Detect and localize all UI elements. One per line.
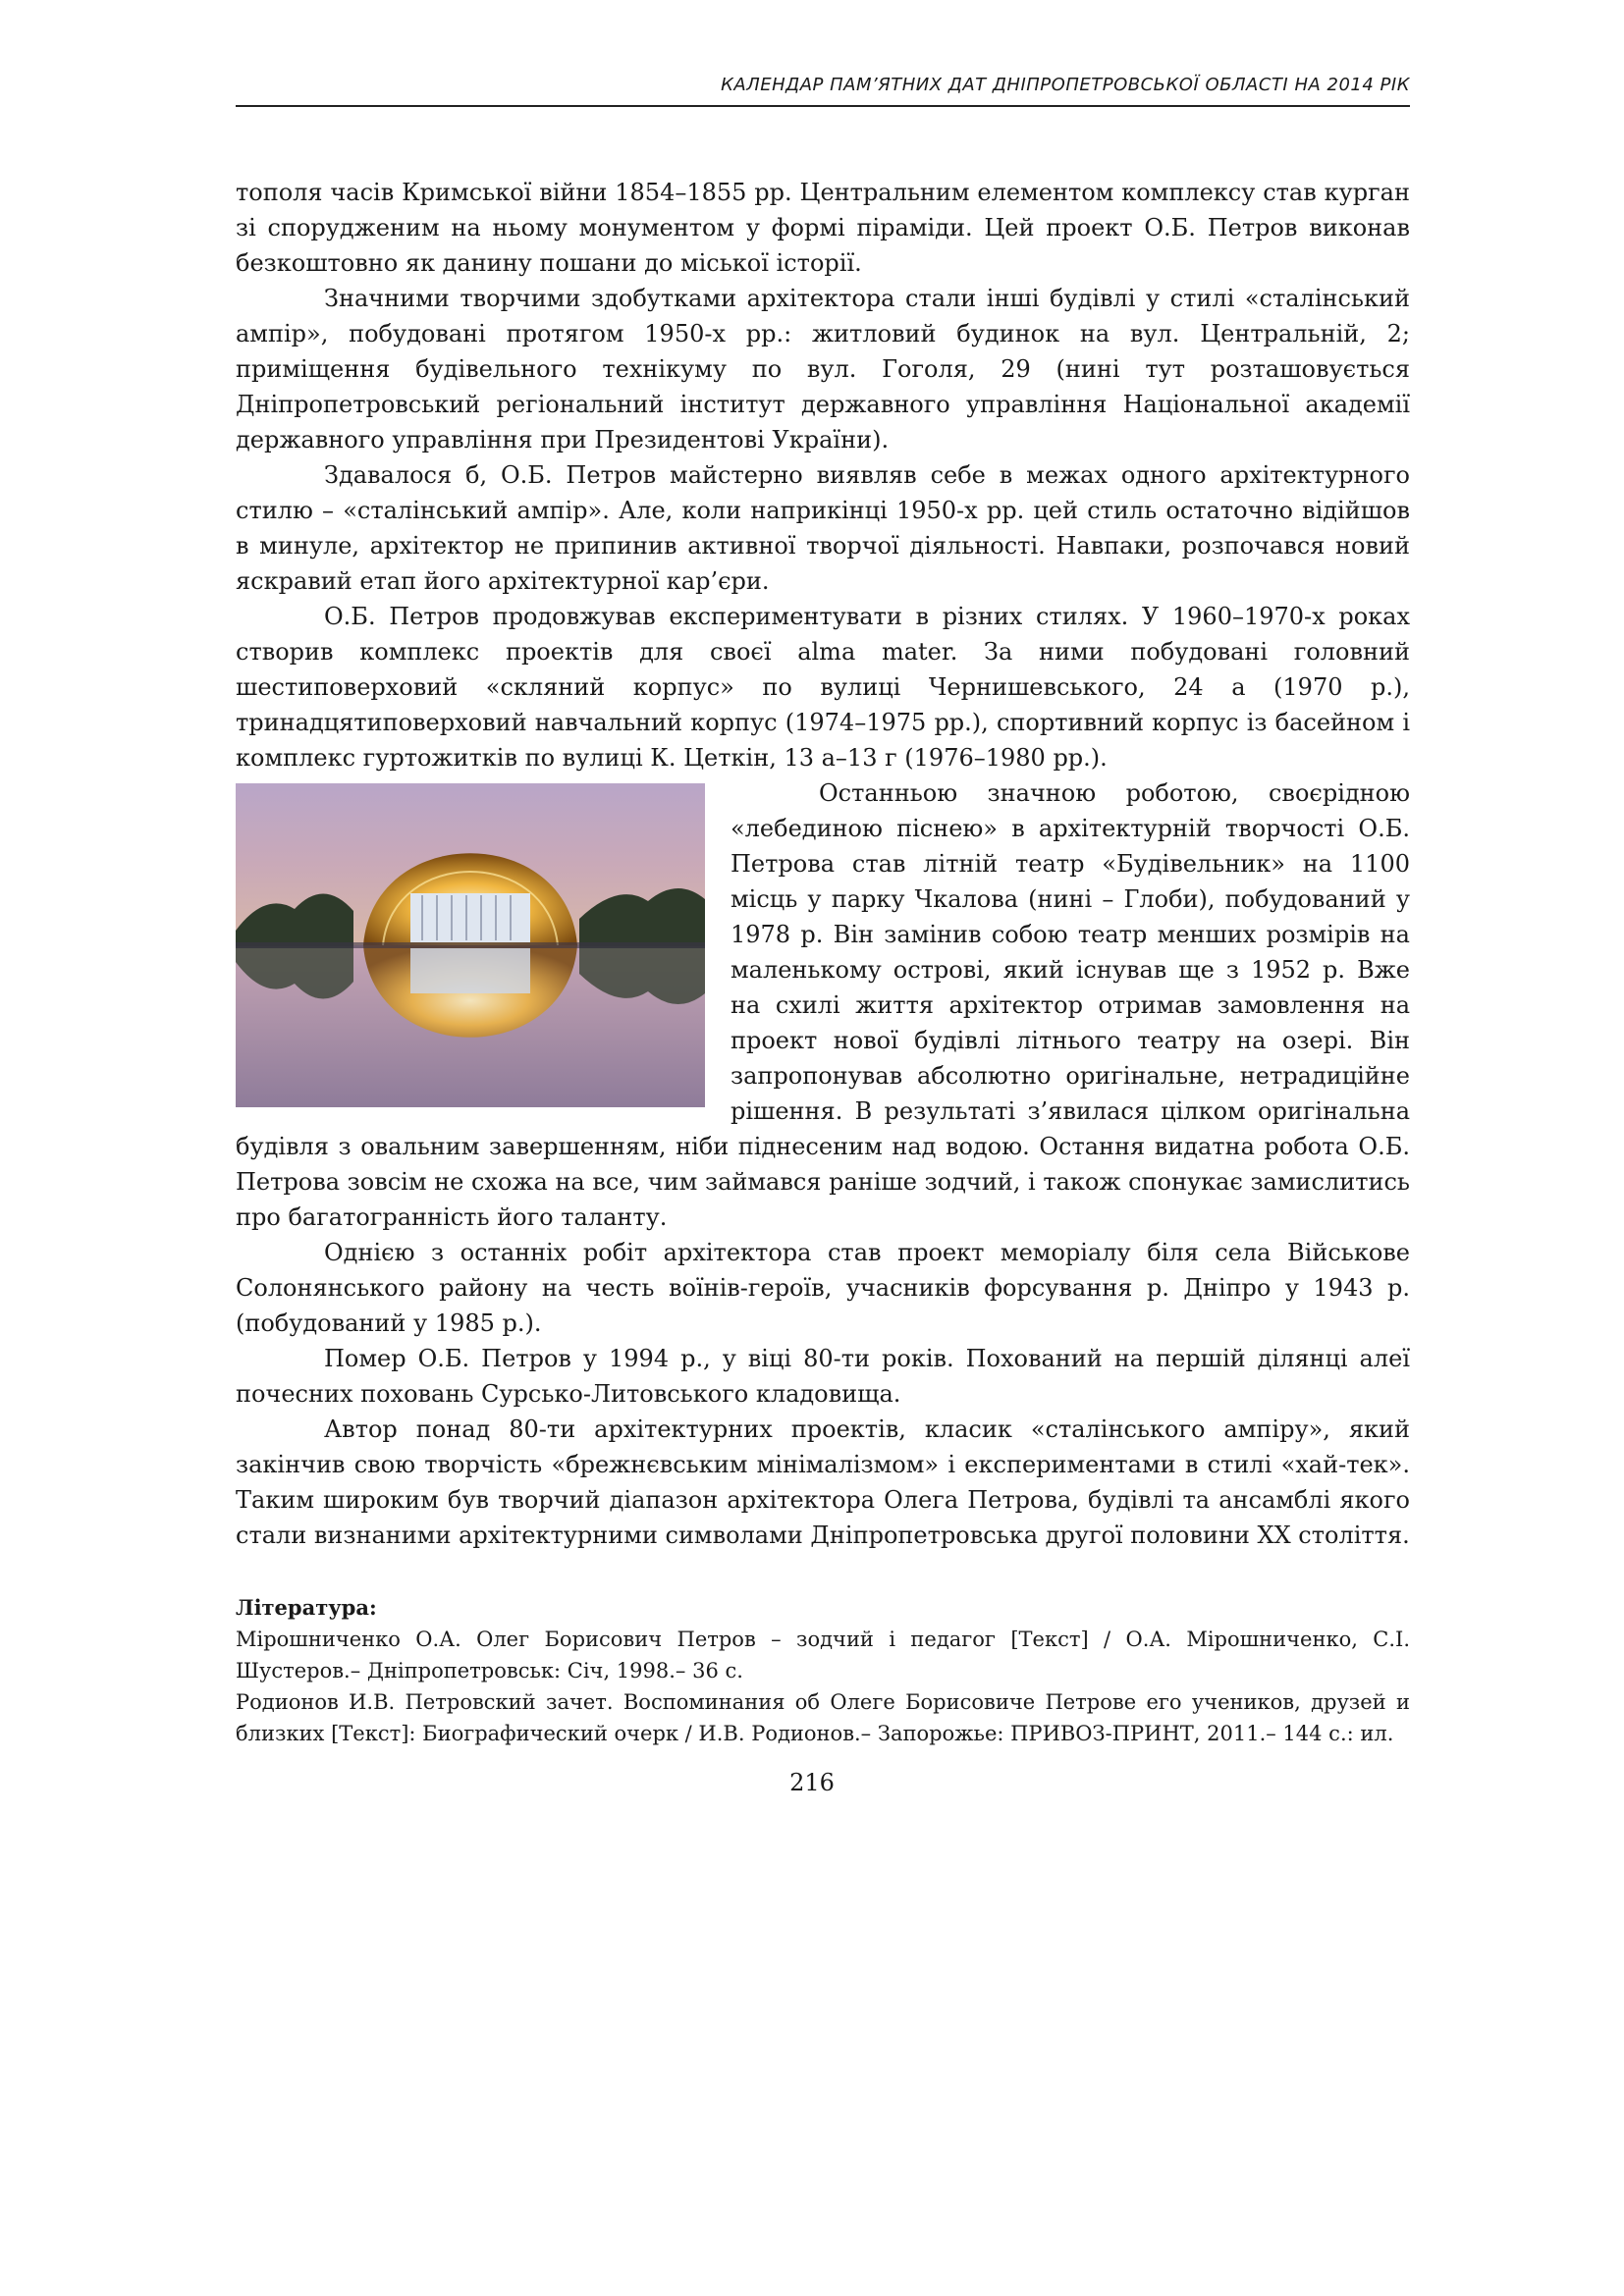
literature-section <box>236 1592 1410 1749</box>
paragraph: Здавалося б, О.Б. Петров майстерно виявляв себе в межах одного архітектурного стилю – «сталінський ампір». Але, коли наприкінці 1950-х рр. цей стиль остаточно відійшов в минуле, архітектор не припинив активної творчої діяльності. Навпаки, розпочався новий яскравий етап його архітектурної кар’єри. <box>236 461 1410 595</box>
paragraph: Помер О.Б. Петров у 1994 р., у віці 80-ти років. Похований на першій ділянці алеї почесних поховань Сурсько-Литовського кладовища. <box>236 1345 1410 1408</box>
article-body <box>236 175 1410 1553</box>
theatre-photo <box>236 783 705 1107</box>
running-title: КАЛЕНДАР ПАМ’ЯТНИХ ДАТ ДНІПРОПЕТРОВСЬКОЇ ОБЛАСТІ НА 2014 РІК <box>721 75 1410 95</box>
page-number: 216 <box>789 1769 835 1796</box>
paragraph: Значними творчими здобутками архітектора стали інші будівлі у стилі «сталінський ампір», побудовані протягом 1950-х рр.: житловий будинок на вул. Центральній, 2; приміщення будівельного технікуму по вул. Гоголя, 29 (нині тут розташовується Дніпропетровський регіональний інститут державного управління Національної академії державного управління при Президентові України). <box>236 285 1410 454</box>
paragraph: О.Б. Петров продовжував експериментувати в різних стилях. У 1960–1970-х роках створив комплекс проектів для своєї alma mater. За ними побудовані головний шестиповерховий «скляний корпус» по вулиці Чернишевського, 24 а (1970 р.), тринадцятиповерховий навчальний корпус (1974–1975 рр.), спортивний корпус із басейном і комплекс гуртожитків по вулиці К. Цеткін, 13 а–13 г (1976–1980 рр.). <box>236 603 1410 772</box>
paragraph: Останньою значною роботою, своєрідною «лебединою піснею» в архітектурній творчості О.Б. Петрова став літній театр «Будівельник» на 1100 місць у парку Чкалова (нині – Глоби), побудований у 1978 р. Він замінив собою театр менших розмірів на маленькому острові, який існував ще з 1952 р. Вже на схилі життя архітектор отримав замовлення на проект нової будівлі літнього театру на озері. Він запропонував абсолютно оригінальне, нетрадиційне рішення. В результаті з’явилася цілком оригінальна будівля з овальним завершенням, ніби піднесеним над водою. Остання видатна робота О.Б. Петрова зовсім не схожа на все, чим займався раніше зодчий, і також спонукає замислитись про багатогранність його таланту. <box>236 779 1410 1231</box>
paragraph: Автор понад 80-ти архітектурних проектів, класик «сталінського ампіру», який закінчив свою творчість «брежнєвським мінімалізмом» і експериментами в стилі «хай-тек». Таким широким був творчий діапазон архітектора Олега Петрова, будівлі та ансамблі якого стали визнаними архітектурними символами Дніпропетровська другої половини ХХ століття. <box>236 1415 1410 1549</box>
literature-title: Література: <box>236 1595 377 1620</box>
paragraph: Однією з останніх робіт архітектора став проект меморіалу біля села Військове Солонянського району на честь воїнів-героїв, учасників форсування р. Дніпро у 1943 р. (побудований у 1985 р.). <box>236 1239 1410 1337</box>
running-header <box>236 75 1410 107</box>
theatre-photo-image <box>236 783 705 1107</box>
literature-item: Мірошниченко О.А. Олег Борисович Петров – зодчий і педагог [Текст] / О.А. Мірошниченко, С.І. Шустеров.– Дніпропетровськ: Січ, 1998.– 36 с. <box>236 1628 1410 1682</box>
paragraph-continued: тополя часів Кримської війни 1854–1855 рр. Центральним елементом комплексу став курган зі спорудженим на ньому монументом у формі піраміди. Цей проект О.Б. Петров виконав безкоштовно як данину пошани до міської історії. <box>236 179 1410 277</box>
literature-item: Родионов И.В. Петровский зачет. Воспоминания об Олеге Борисовиче Петрове его учеников, друзей и близких [Текст]: Биографический очерк / И.В. Родионов.– Запорожье: ПРИВОЗ-ПРИНТ, 2011.– 144 с.: ил. <box>236 1690 1410 1745</box>
